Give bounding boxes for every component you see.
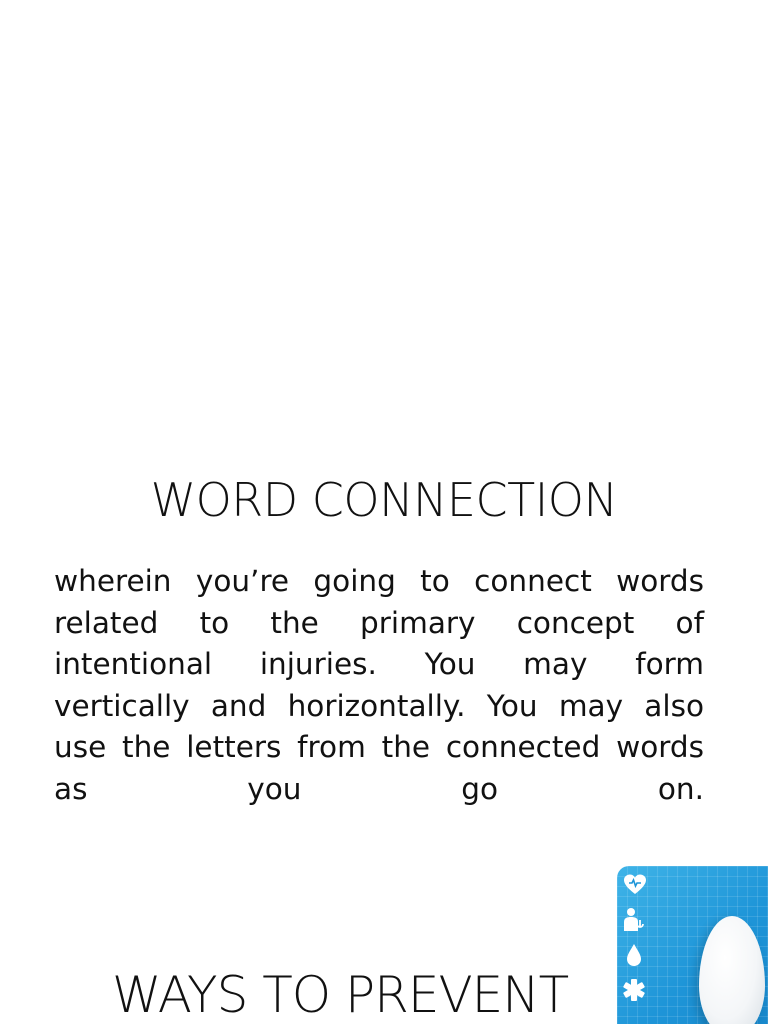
slide-title: WORD CONNECTION (150, 473, 618, 527)
drop-icon (622, 942, 646, 968)
body-line: intentional injuries. You may form (54, 647, 704, 681)
body-line: vertically and horizontally. You may also (54, 688, 704, 723)
heart-icon (622, 872, 648, 898)
body-line: use the letters from the connected words (54, 730, 704, 764)
slide-body-text (54, 561, 704, 810)
body-line: related to the primary concept of (54, 605, 704, 640)
body-line: wherein you’re going to connect words (54, 564, 704, 598)
doctor-icon (622, 907, 646, 933)
body-line: as you go on. (54, 771, 704, 806)
medical-thumbnail-image (617, 866, 768, 1024)
thumbnail-icon-column (622, 872, 652, 1012)
next-slide-title: WAYS TO PREVENT (112, 966, 569, 1024)
medical-cross-icon (622, 977, 646, 1003)
